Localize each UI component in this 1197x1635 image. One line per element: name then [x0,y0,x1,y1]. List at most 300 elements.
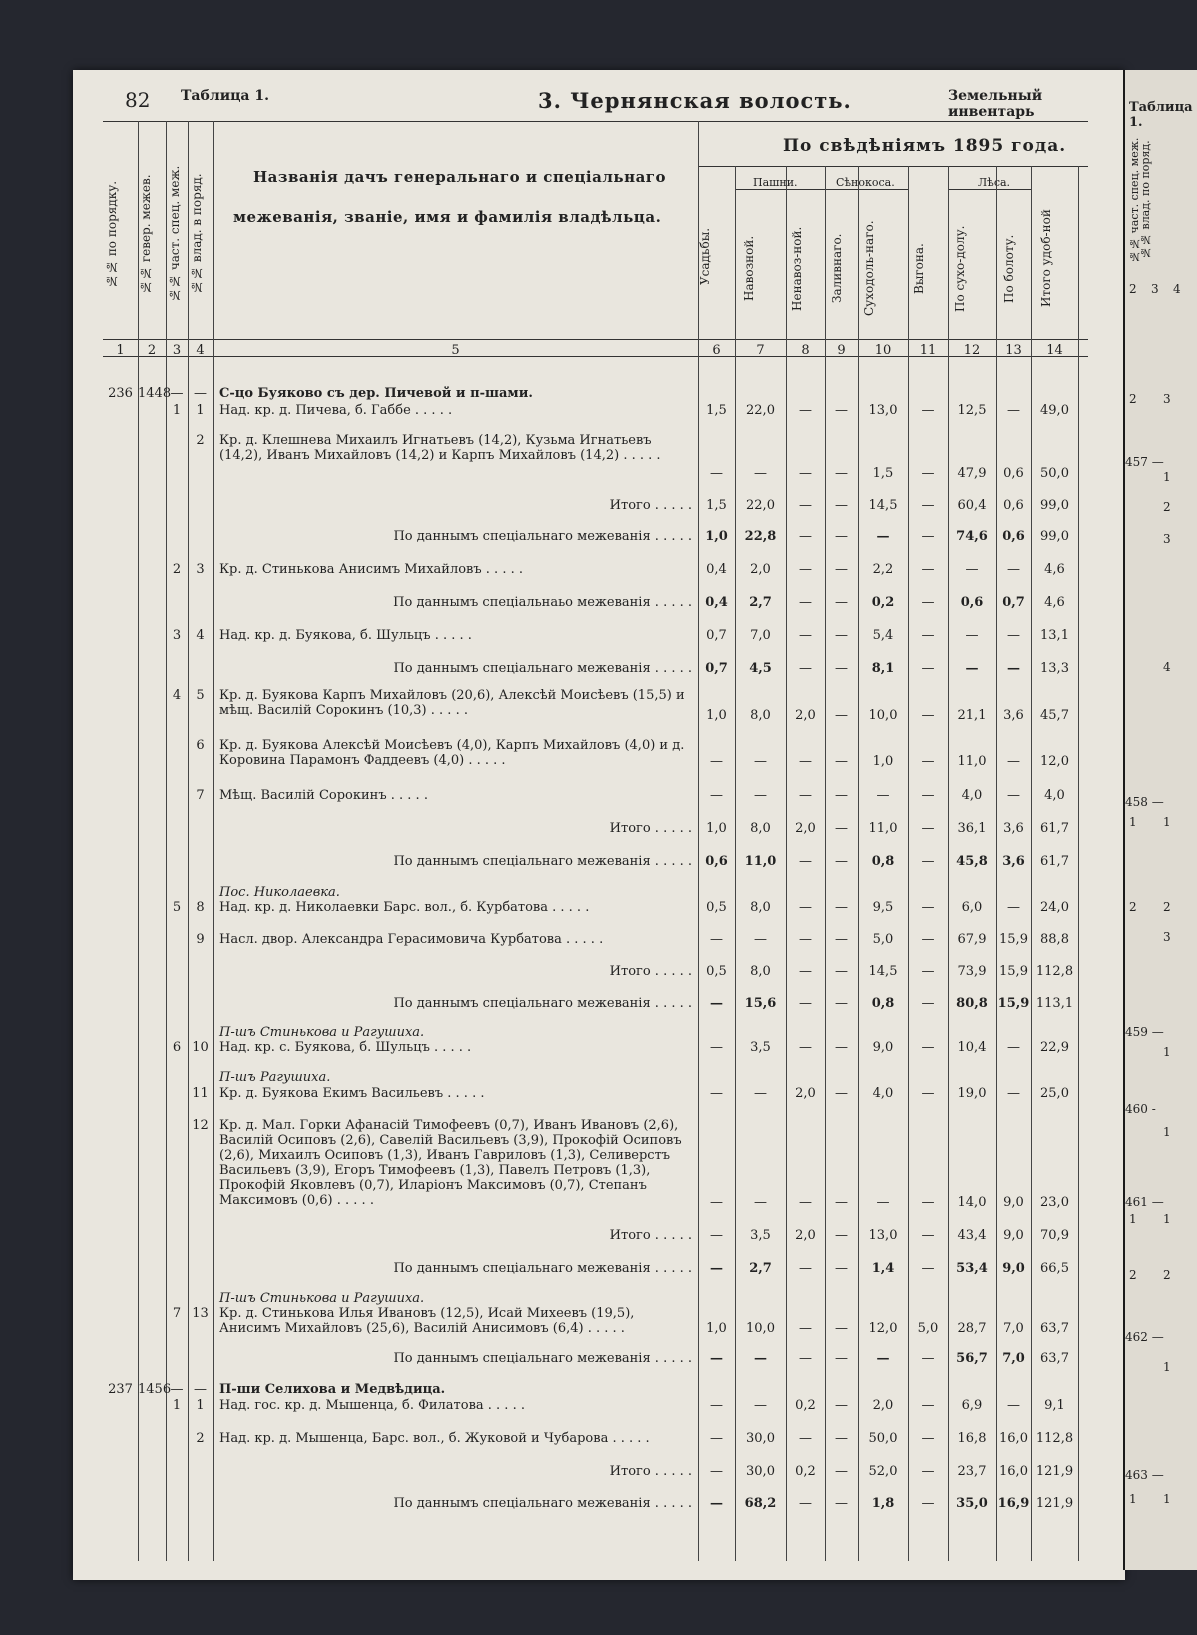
value-cell: 10,0 [746,1321,775,1336]
value-cell: 49,0 [1040,403,1069,418]
row-index-c1: 236 [108,386,133,401]
value-cell: 1,4 [871,1261,895,1276]
value-cell: 1,0 [872,754,894,769]
value-cell: 0,4 [706,562,727,577]
value-cell: 3,6 [1002,854,1025,869]
value-cell: 8,0 [750,821,771,836]
value-cell: — [921,466,935,481]
row-description-text: П-ши Селихова и Медвѣдица. [219,1382,446,1397]
value-cell: 3,5 [750,1040,771,1055]
dot-leader: . . . . . [650,1496,692,1511]
row-description [219,1118,692,1208]
column-number: 11 [919,343,937,358]
value-cell: — [799,498,812,513]
row-description [219,1228,692,1243]
dot-leader: . . . . . [443,1086,485,1101]
value-cell: — [1007,562,1020,577]
value-cell: — [835,1195,848,1210]
value-cell: 2,0 [795,1228,816,1243]
header-senokosa: Сѣнокоса. [836,176,895,189]
value-cell: — [921,562,935,577]
row-description-text: Итого [609,498,651,513]
value-cell: — [710,1398,723,1413]
value-cell: 0,6 [960,595,984,610]
row-description-text: Кр. д. Буякова Екимъ Васильевъ [219,1086,444,1101]
row-description [219,433,692,463]
row-description-text: Над. кр. д. Николаевки Барс. вол., б. Курбатова [219,900,548,915]
value-cell: 5,0 [917,1321,939,1336]
value-cell: 63,7 [1040,1321,1069,1336]
value-cell: 4,6 [1044,595,1065,610]
value-cell: — [710,1496,723,1511]
value-cell: 15,6 [744,996,777,1011]
value-cell: 15,9 [999,964,1028,979]
value-cell: — [921,932,935,947]
header-vygona: Выгона. [912,243,926,294]
row-description [219,1496,692,1511]
dot-leader: . . . . . [650,964,692,979]
value-cell: — [835,1040,848,1055]
next-page-fragment: 2 [1163,900,1171,914]
value-cell: 24,0 [1040,900,1069,915]
dot-leader: . . . . . [650,498,692,513]
next-page-edge [1123,70,1197,1570]
value-cell: 1,5 [706,498,727,513]
next-page-fragment: 1 [1163,1125,1171,1139]
period-rule [698,166,1088,167]
value-cell: — [799,900,812,915]
next-page-fragment: 1 [1129,815,1137,829]
book-page [73,70,1125,1580]
header-po-bolotu: По болоту. [1002,234,1016,303]
value-cell: 12,5 [957,403,987,418]
value-cell: 8,0 [750,900,771,915]
dot-leader: . . . . . [650,821,692,836]
row-index-c1: 237 [108,1382,133,1397]
header-bottom-rule [103,339,1088,340]
dot-leader: . . . . . [650,1261,692,1276]
value-cell: — [835,708,848,723]
senokosa-rule [825,189,908,190]
row-description-text: Над. кр. с. Буякова, б. Шульцъ [219,1040,430,1055]
col-rule [213,121,214,1561]
row-description [219,403,692,418]
column-number: 12 [963,343,981,358]
row-description-text: Пос. Николаевка. [219,885,340,900]
value-cell: 3,6 [1003,821,1024,836]
value-cell: — [799,854,812,869]
row-description-text: Над. кр. д. Буякова, б. Шульцъ [219,628,431,643]
dot-leader: . . . . . [583,1321,625,1336]
value-cell: 2,0 [872,1398,894,1413]
next-page-fragment: 2 [1163,1268,1171,1282]
value-cell: 16,9 [997,1496,1030,1511]
row-description [219,788,692,803]
dot-leader: . . . . . [483,1398,525,1413]
value-cell: — [921,529,935,544]
dot-leader: . . . . . [608,1431,650,1446]
value-cell: — [835,1464,848,1479]
value-cell: 9,0 [1003,1195,1024,1210]
value-cell: — [835,1398,848,1413]
value-cell: — [835,788,848,803]
row-description-text: По даннымъ спеціальнаьо межеванія [393,595,651,610]
row-description-text: Над. кр. д. Пичева, б. Габбе [219,403,411,418]
dot-leader: . . . . . [464,753,506,768]
value-cell: — [921,498,935,513]
value-cell: — [799,1351,812,1366]
row-index-c3: 6 [172,1040,182,1055]
row-description-text: Над. кр. д. Мышенца, Барс. вол., б. Жуковой и Чубарова [219,1431,609,1446]
next-page-fragment: 459 — [1125,1025,1164,1039]
row-index-c4: — [194,1382,207,1397]
row-description [219,661,692,676]
value-cell: 3,6 [1003,708,1024,723]
value-cell: — [835,821,848,836]
row-index-c3: 5 [172,900,182,915]
header-navoznoy: Навозной. [742,235,756,302]
row-description [219,1464,692,1479]
row-description [219,1025,692,1040]
dot-leader: . . . . . [430,628,472,643]
value-cell: — [835,932,848,947]
value-cell: — [921,1195,935,1210]
value-cell: 70,9 [1040,1228,1069,1243]
row-index-c3: 3 [172,628,182,643]
value-cell: — [921,1228,935,1243]
row-index-c4: 11 [192,1086,209,1101]
row-index-c4: 10 [192,1040,209,1055]
value-cell: — [710,1086,723,1101]
value-cell: 4,6 [1044,562,1065,577]
value-cell: 43,4 [957,1228,987,1243]
value-cell: — [710,932,723,947]
row-description-text: По даннымъ спеціальнаго межеванія [393,1351,651,1366]
header-nenavoznoy: Ненавоз-ной. [790,226,804,311]
row-description [219,595,692,610]
row-description [219,628,692,643]
value-cell: — [799,595,812,610]
value-cell: 9,0 [1003,1228,1024,1243]
column-number: 8 [801,343,810,358]
next-page-fragment: 1 [1163,1492,1171,1506]
table-label: Таблица 1. [181,88,269,104]
column-number: 10 [874,343,892,358]
value-cell: 9,5 [872,900,894,915]
row-description-text: По даннымъ спеціальнаго межеванія [393,996,651,1011]
value-cell: — [710,1228,723,1243]
value-cell: 1,0 [705,529,728,544]
column-number: 4 [196,343,205,358]
value-cell: — [835,562,848,577]
value-cell: 8,0 [750,964,771,979]
next-page-fragment: 461 — [1125,1195,1164,1209]
next-page-fragment: 1 [1163,1212,1171,1226]
value-cell: 11,0 [868,821,898,836]
dot-leader: . . . . . [650,854,692,869]
value-cell: — [1007,661,1020,676]
row-index-c3: 1 [172,403,182,418]
next-page-fragment: 2 [1129,900,1137,914]
row-description [219,964,692,979]
value-cell: 80,8 [956,996,988,1011]
value-cell: — [921,788,935,803]
value-cell: 0,8 [871,854,895,869]
header-col-1: №№ по порядку. [105,180,119,288]
header-usadby: Усадьбы. [698,227,712,285]
row-description [219,1291,692,1306]
value-cell: 0,2 [871,595,895,610]
next-page-fragment: 457 — [1125,455,1164,469]
row-description-text: П-шъ Рагушиха. [219,1070,331,1085]
value-cell: 56,7 [956,1351,988,1366]
value-cell: — [835,1086,848,1101]
dot-leader: . . . . . [386,788,428,803]
next-page-fragment: 458 — [1125,795,1164,809]
header-itogo-udobnoy: Итого удоб-ной [1039,209,1053,308]
value-cell: 1,0 [706,708,727,723]
value-cell: 6,0 [961,900,983,915]
value-cell: — [799,754,812,769]
row-index-c3: — [170,1382,184,1397]
row-index-c3: 1 [172,1398,182,1413]
value-cell: — [835,1496,848,1511]
row-description [219,1070,692,1085]
value-cell: — [921,900,935,915]
table-top-rule [103,121,1088,122]
dot-leader: . . . . . [650,529,692,544]
dot-leader: . . . . . [650,1351,692,1366]
value-cell: 22,8 [744,529,777,544]
value-cell: 0,7 [1002,595,1025,610]
header-col-2: №№ гевер. межев. [139,174,153,294]
pashni-rule [735,189,825,190]
value-cell: — [1007,628,1020,643]
value-cell: 113,1 [1035,996,1074,1011]
value-cell: — [754,932,767,947]
value-cell: 14,0 [957,1195,987,1210]
value-cell: 11,0 [744,854,777,869]
next-page-fragment: 2 [1163,500,1171,514]
value-cell: 2,7 [749,595,772,610]
row-description-text: Кр. д. Мал. Горки Афанасій Тимофеевъ (0,7), Иванъ Ивановъ (2,6), Василій Осиповъ (2,6), Савелій Васильевъ (3,9), Прокофій Осиповъ (2,6), Михаилъ Осиповъ (1,3), Иванъ Гавриловъ (1,3), Селиверстъ Васильевъ (3,9), Егоръ Тимофеевъ (1,3), Павелъ Петровъ (1,3), Прокофій Яковлевъ (0,7), Иларіонъ Максимовъ (0,7), Степанъ Максимовъ (0,6) [219,1118,682,1208]
value-cell: 8,1 [871,661,895,676]
next-page-fragment: 1 [1163,1360,1171,1374]
value-cell: — [835,1321,848,1336]
value-cell: — [921,1431,935,1446]
row-description [219,738,692,768]
value-cell: 0,6 [1002,529,1025,544]
value-cell: 0,6 [1003,466,1024,481]
row-description [219,1382,692,1397]
next-page-fragment: 460 - [1125,1102,1156,1116]
value-cell: 15,9 [999,932,1028,947]
value-cell: 36,1 [957,821,987,836]
value-cell: 4,5 [749,661,772,676]
row-description [219,1306,692,1336]
value-cell: 4,0 [1044,788,1065,803]
value-cell: 121,9 [1035,1464,1074,1479]
value-cell: 73,9 [957,964,987,979]
value-cell: 0,5 [706,900,727,915]
column-number: 9 [837,343,846,358]
row-index-c3: 4 [172,688,182,703]
value-cell: 45,8 [956,854,988,869]
value-cell: 88,8 [1040,932,1069,947]
value-cell: 12,0 [868,1321,898,1336]
next-page-col-number: 4 [1173,282,1181,296]
value-cell: — [710,1195,723,1210]
value-cell: — [754,1351,767,1366]
row-index-c4: 1 [196,1398,205,1413]
value-cell: — [754,788,767,803]
col-rule [1078,166,1079,1561]
row-index-c2: 1448 [138,386,172,401]
row-description-text: Насл. двор. Александра Герасимовича Курбатова [219,932,562,947]
value-cell: — [754,466,767,481]
next-page-fragment: 1 [1163,1045,1171,1059]
row-description-text: Кр. д. Стинькова Анисимъ Михайловъ [219,562,482,577]
value-cell: — [799,1261,812,1276]
value-cell: — [754,1086,767,1101]
value-cell: — [921,708,935,723]
value-cell: — [965,628,979,643]
value-cell: — [921,996,935,1011]
value-cell: — [799,996,812,1011]
value-cell: — [799,1321,812,1336]
dot-leader: . . . . . [650,595,692,610]
row-description-text: По даннымъ спеціальнаго межеванія [393,529,651,544]
next-page-col-number: 2 [1129,282,1137,296]
row-index-c4: 3 [196,562,205,577]
value-cell: — [835,1228,848,1243]
value-cell: 9,1 [1044,1398,1065,1413]
row-description [219,1086,692,1101]
value-cell: 0,7 [705,661,728,676]
value-cell: — [835,1431,848,1446]
value-cell: 9,0 [1002,1261,1025,1276]
row-index-c4: 7 [196,788,205,803]
value-cell: — [799,529,812,544]
value-cell: — [835,996,848,1011]
row-description-text: Итого [609,1464,651,1479]
value-cell: 4,0 [872,1086,894,1101]
value-cell: 68,2 [744,1496,777,1511]
row-description-text: Итого [609,964,651,979]
value-cell: 13,0 [868,403,898,418]
value-cell: 61,7 [1040,821,1069,836]
value-cell: 0,6 [1003,498,1024,513]
value-cell: — [710,1464,723,1479]
value-cell: 1,0 [706,821,727,836]
value-cell: 61,7 [1040,854,1069,869]
next-page-fragment: 3 [1163,392,1171,406]
value-cell: — [835,498,848,513]
row-index-c4: 8 [196,900,205,915]
row-description-text: По даннымъ спеціальнаго межеванія [393,1496,651,1511]
value-cell: 7,0 [1002,1351,1025,1366]
value-cell: 13,1 [1040,628,1069,643]
value-cell: 2,0 [750,562,771,577]
row-description-text: По даннымъ спеціальнаго межеванія [393,1261,651,1276]
value-cell: 1,0 [706,1321,727,1336]
value-cell: — [921,1398,935,1413]
dot-leader: . . . . . [619,448,661,463]
value-cell: 19,0 [957,1086,987,1101]
next-page-fragment: 2 [1129,392,1137,406]
row-index-c4: 2 [196,1431,205,1446]
value-cell: — [710,1351,723,1366]
value-cell: 3,5 [750,1228,771,1243]
land-inventory-table [103,121,1103,1569]
value-cell: 99,0 [1040,529,1069,544]
page-number: 82 [125,88,151,112]
row-description-text: П-шъ Стинькова и Рагушиха. [219,1025,425,1040]
row-description [219,1431,692,1446]
value-cell: 13,0 [868,1228,898,1243]
row-index-c4: 13 [192,1306,209,1321]
row-description-text: Кр. д. Клешнева Михаилъ Игнатьевъ (14,2), Кузьма Игнатьевъ (14,2), Иванъ Михайловъ (14,2) и Карпъ Михайловъ (14,2) [219,433,652,463]
row-description [219,1261,692,1276]
value-cell: 11,0 [957,754,987,769]
value-cell: 74,6 [956,529,988,544]
dot-leader: . . . . . [481,562,523,577]
value-cell: 0,7 [706,628,727,643]
value-cell: — [835,628,848,643]
row-description [219,996,692,1011]
row-description-text: Кр. д. Буякова Алексѣй Моисѣевъ (4,0), Карпъ Михайловъ (4,0) и д. Коровина Парамонъ Фаддеевъ (4,0) [219,738,685,768]
row-index-c3: 2 [172,562,182,577]
column-number: 3 [172,343,182,358]
value-cell: 21,1 [957,708,987,723]
value-cell: 121,9 [1035,1496,1074,1511]
value-cell: — [1007,1040,1020,1055]
value-cell: — [921,754,935,769]
value-cell: 5,4 [872,628,894,643]
dot-leader: . . . . . [650,1228,692,1243]
row-description [219,1351,692,1366]
value-cell: — [754,1398,767,1413]
column-number: 1 [116,343,125,358]
value-cell: — [835,1261,848,1276]
value-cell: 23,0 [1040,1195,1069,1210]
next-page-fragment: 2 [1129,1268,1137,1282]
value-cell: — [921,1040,935,1055]
next-page-fragment: 1 [1163,815,1171,829]
row-description [219,900,692,915]
column-number: 2 [147,343,157,358]
value-cell: — [835,754,848,769]
value-cell: — [799,932,812,947]
dot-leader: . . . . . [429,1040,472,1055]
value-cell: 23,7 [957,1464,987,1479]
row-index-c4: 1 [196,403,205,418]
value-cell: — [1007,788,1020,803]
value-cell: — [710,1431,723,1446]
row-description-text: Кр. д. Стинькова Илья Ивановъ (12,5), Исай Михеевъ (19,5), Анисимъ Михайловъ (25,6), Василій Анисимовъ (6,4) [219,1306,635,1336]
row-description-text: Итого [609,821,651,836]
value-cell: 112,8 [1035,1431,1074,1446]
col-rule [138,121,139,1561]
column-number: 7 [756,343,765,358]
value-cell: 2,2 [872,562,894,577]
header-col-3: №№ част. спец. меж. [168,165,182,303]
next-page-fragment: 463 — [1125,1468,1164,1482]
value-cell: — [799,562,812,577]
row-description [219,529,692,544]
value-cell: — [921,1351,935,1366]
value-cell: 112,8 [1035,964,1074,979]
